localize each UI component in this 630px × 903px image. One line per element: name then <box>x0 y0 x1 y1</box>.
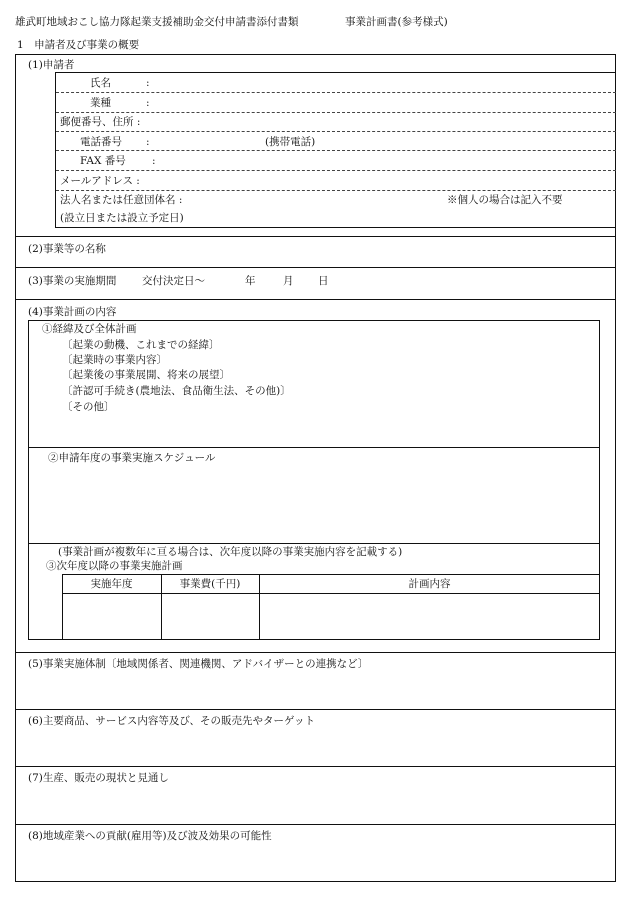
divider <box>15 824 616 825</box>
table-header-content: 計画内容 <box>408 578 451 590</box>
document-subtitle: 事業計画書(参考様式) <box>345 16 448 28</box>
divider <box>15 652 616 653</box>
section3-month: 月 <box>283 275 294 287</box>
divider <box>56 131 616 132</box>
phone-label: 電話番号 <box>80 136 122 148</box>
occupation-label: 業種 <box>90 97 111 109</box>
table-header-cost: 事業費(千円) <box>179 578 241 590</box>
section7-label: (7)生産、販売の現状と見通し <box>28 772 169 784</box>
plan-note: (事業計画が複数年に亘る場合は、次年度以降の事業実施内容を記載する) <box>58 546 403 558</box>
section3-day: 日 <box>318 275 329 287</box>
name-label: 氏名 <box>90 77 111 89</box>
sub1-item: 〔起業の動機、これまでの経緯〕 <box>62 339 220 351</box>
divider <box>56 112 616 113</box>
section3-from: 交付決定日～ <box>142 275 205 287</box>
divider <box>15 299 616 300</box>
divider <box>15 267 616 268</box>
section6-label: (6)主要商品、サービス内容等及び、その販売先やターゲット <box>28 715 316 727</box>
table-header-year: 実施年度 <box>90 578 133 590</box>
corp-note: ※個人の場合は記入不要 <box>447 194 563 206</box>
divider <box>28 447 600 448</box>
sub1-item: 〔起業後の事業展開、将来の展望〕 <box>62 369 230 381</box>
section4-label: (4)事業計画の内容 <box>28 306 117 318</box>
divider <box>28 543 600 544</box>
email-label: メールアドレス : <box>60 175 140 187</box>
mobile-label: (携帯電話) <box>265 136 316 148</box>
divider <box>15 236 616 237</box>
section3-label: (3)事業の実施期間 <box>28 275 117 287</box>
sub3-title: ③次年度以降の事業実施計画 <box>46 560 183 572</box>
divider <box>15 766 616 767</box>
occupation-colon: : <box>146 97 150 109</box>
established-label: (設立日または設立予定日) <box>60 212 184 224</box>
name-colon: : <box>146 77 150 89</box>
address-label: 郵便番号、住所 : <box>60 116 141 128</box>
fax-colon: : <box>152 155 156 167</box>
section2-label: (2)事業等の名称 <box>28 243 106 255</box>
divider <box>15 709 616 710</box>
table-header-divider <box>62 593 600 594</box>
sub2-title: ②申請年度の事業実施スケジュール <box>48 452 216 464</box>
sub1-item: 〔その他〕 <box>62 401 115 413</box>
divider <box>56 190 616 191</box>
section8-label: (8)地域産業への貢献(雇用等)及び波及効果の可能性 <box>28 830 272 842</box>
section3-year: 年 <box>245 275 256 287</box>
sub1-title: ①経緯及び全体計画 <box>42 323 137 335</box>
corp-label: 法人名または任意団体名 : <box>60 194 183 206</box>
sub1-item: 〔許認可手続き(農地法、食品衛生法、その他)〕 <box>62 385 291 397</box>
divider <box>56 92 616 93</box>
fax-label: FAX 番号 <box>80 155 126 167</box>
divider <box>56 170 616 171</box>
section1-heading: 1 申請者及び事業の概要 <box>17 39 140 51</box>
phone-colon: : <box>146 136 150 148</box>
applicant-heading: (1)申請者 <box>28 59 75 71</box>
document-title: 雄武町地域おこし協力隊起業支援補助金交付申請書添付書類 <box>15 16 299 28</box>
sub1-item: 〔起業時の事業内容〕 <box>62 354 167 366</box>
section5-label: (5)事業実施体制〔地域関係者、関連機関、アドバイザーとの連携など〕 <box>28 658 369 670</box>
divider <box>56 150 616 151</box>
